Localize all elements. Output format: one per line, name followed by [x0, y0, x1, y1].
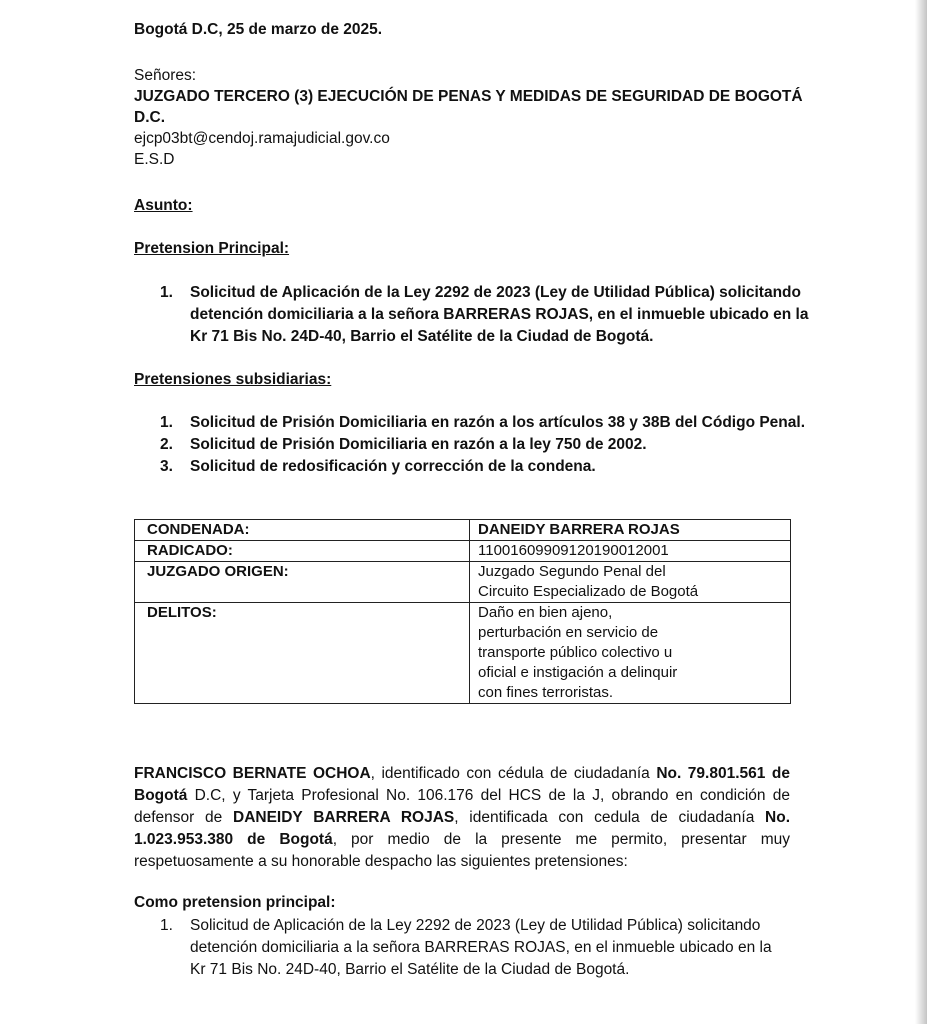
table-row	[135, 520, 791, 541]
paragraph-line	[134, 851, 790, 873]
paragraph-text: , por medio de la presente me permito, presentar muy	[332, 831, 790, 848]
table-value-cell: DANEIDY BARRERA ROJAS	[470, 520, 791, 541]
defender-name: FRANCISCO BERNATE OCHOA	[134, 765, 371, 782]
table-value-cell	[470, 562, 791, 603]
list-item-line: Kr 71 Bis No. 24D-40, Barrio el Satélite de la Ciudad de Bogotá.	[190, 328, 654, 345]
table-label-cell: DELITOS:	[135, 603, 470, 704]
paragraph-line	[134, 763, 790, 785]
table-value-line: oficial e instigación a delinquir	[478, 664, 678, 681]
table-value-line: Daño en bien ajeno,	[478, 604, 613, 621]
subsidiarias-heading: Pretensiones subsidiarias:	[134, 371, 332, 388]
table-value-cell	[470, 603, 791, 704]
table-row	[135, 541, 791, 562]
defender-city: Bogotá	[134, 787, 188, 804]
table-value-line: perturbación en servicio de	[478, 624, 659, 641]
table-row	[135, 562, 791, 603]
table-label-cell: RADICADO:	[135, 541, 470, 562]
paragraph-line	[134, 807, 790, 829]
list-item-line: Solicitud de Aplicación de la Ley 2292 de 2023 (Ley de Utilidad Pública) solicitando	[190, 284, 801, 301]
paragraph-text: , identificada con cedula de ciudadanía	[454, 809, 766, 826]
table-row	[135, 603, 791, 704]
court-email: ejcp03bt@cendoj.ramajudicial.gov.co	[134, 130, 390, 147]
list-item-number: 1.	[160, 917, 173, 934]
asunto-heading: Asunto:	[134, 197, 193, 214]
list-item: Solicitud de redosificación y corrección de la condena.	[190, 458, 596, 475]
paragraph-text: defensor de	[134, 809, 233, 826]
list-item-number: 1.	[160, 284, 173, 301]
paragraph-line	[134, 785, 790, 807]
list-item: Solicitud de Prisión Domiciliaria en razón a los artículos 38 y 38B del Código Penal.	[190, 414, 805, 431]
table-value-line: transporte público colectivo u	[478, 644, 673, 661]
court-name-line1: JUZGADO TERCERO (3) EJECUCIÓN DE PENAS Y MEDIDAS DE SEGURIDAD DE BOGOTÁ	[134, 88, 803, 105]
table-value-cell: 11001609909120190012001	[470, 541, 791, 562]
table-label-cell: JUZGADO ORIGEN:	[135, 562, 470, 603]
list-item-line: detención domiciliaria a la señora BARRERAS ROJAS, en el inmueble ubicado en la	[190, 939, 772, 956]
list-item-number: 3.	[160, 458, 173, 475]
defender-id: No. 79.801.561 de	[656, 765, 791, 782]
list-item-number: 2.	[160, 436, 173, 453]
table-value-line: con fines terroristas.	[478, 684, 614, 701]
list-item-line: detención domiciliaria a la señora BARRERAS ROJAS, en el inmueble ubicado en la	[190, 306, 809, 323]
table-value-line: Circuito Especializado de Bogotá	[478, 583, 699, 600]
list-item: Solicitud de Prisión Domiciliaria en razón a la ley 750 de 2002.	[190, 436, 647, 453]
esd-line: E.S.D	[134, 151, 175, 168]
page-edge-shadow	[915, 0, 927, 1024]
como-principal-heading: Como pretension principal:	[134, 894, 336, 911]
list-item-number: 1.	[160, 414, 173, 431]
court-name-line2: D.C.	[134, 109, 165, 126]
client-id-prefix: No.	[765, 809, 790, 826]
table-value-line: Juzgado Segundo Penal del	[478, 563, 666, 580]
paragraph-text: , identificado con cédula de ciudadanía	[370, 765, 657, 782]
recipient-greeting: Señores:	[134, 67, 197, 84]
client-id: 1.023.953.380 de Bogotá	[134, 831, 333, 848]
principal-heading: Pretension Principal:	[134, 240, 290, 257]
case-info-table	[134, 519, 791, 704]
list-item-line: Solicitud de Aplicación de la Ley 2292 de 2023 (Ley de Utilidad Pública) solicitando	[190, 917, 761, 934]
paragraph-line	[134, 829, 790, 851]
paragraph-text: D.C, y Tarjeta Profesional No. 106.176 del HCS de la J, obrando en condición de	[187, 787, 790, 804]
list-item-line: Kr 71 Bis No. 24D-40, Barrio el Satélite de la Ciudad de Bogotá.	[190, 961, 630, 978]
paragraph-text: respetuosamente a su honorable despacho las siguientes pretensiones:	[134, 853, 628, 870]
client-name: DANEIDY BARRERA ROJAS	[233, 809, 455, 826]
table-label-cell: CONDENADA:	[135, 520, 470, 541]
date-line: Bogotá D.C, 25 de marzo de 2025.	[134, 21, 383, 38]
